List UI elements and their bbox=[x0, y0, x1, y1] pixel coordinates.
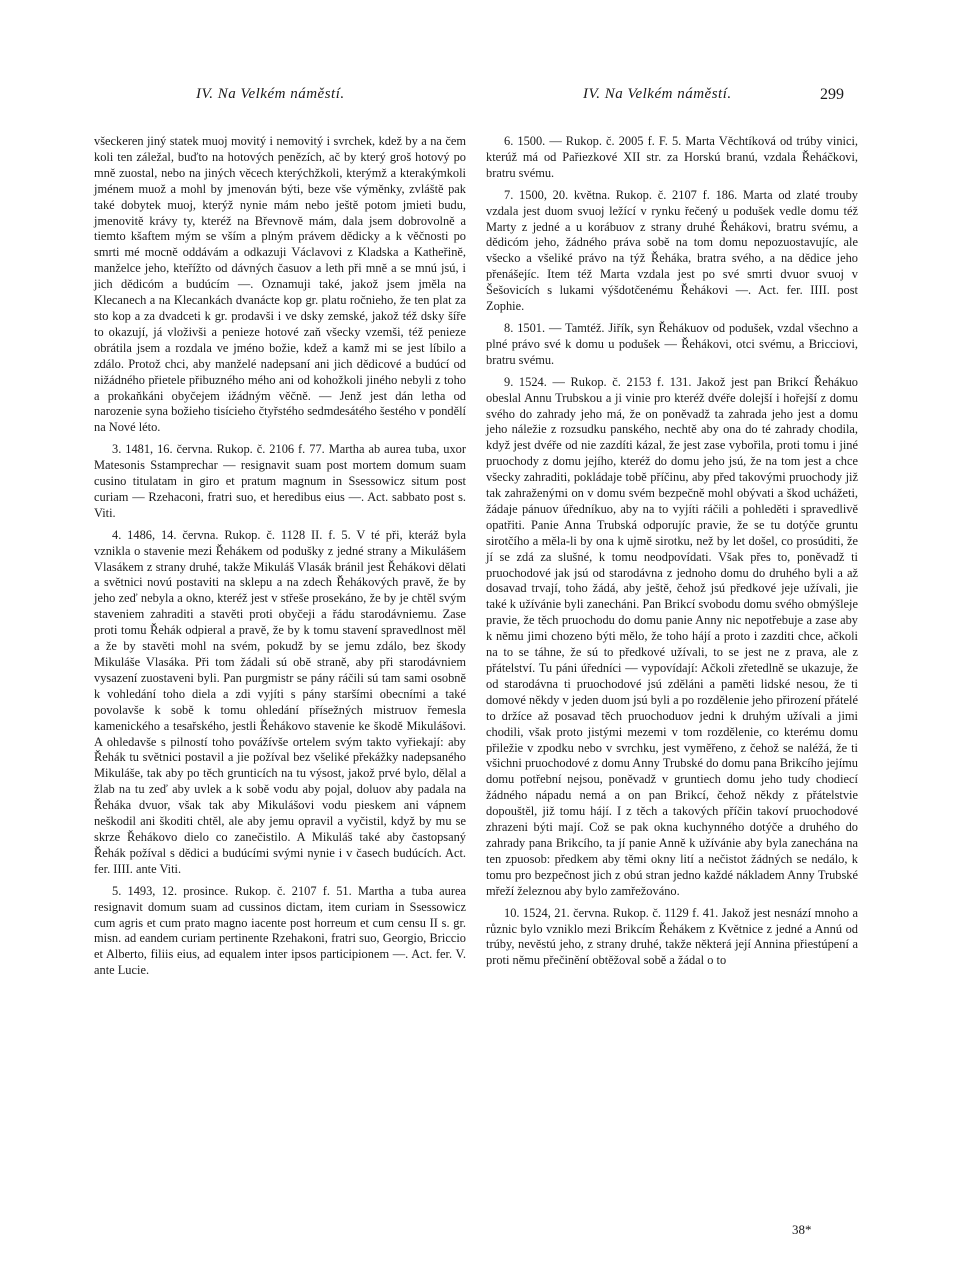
paragraph-continuation: všeckeren jiný statek muoj movitý i nemovitý i svrchek, kdež by a na čem koli ten záležal, buďto na hotových penězích, ač by který groš hotový po mně zuostal, nebo na jiných věcech kterýchžkoli, kterýmž a kterakýmkoli jménem muož a mohl by jmenován býti, beze vše výměnky, zvláště pak také dobytek muoj, kterýž nynie mám nebo ještě potom jmieti budu, jmenovitě krávy ty, kteréž na Břevnově mám, dala jsem dobrovolně a tiemto kšaftem mým se vším a plným právem dědicky a k věčnosti po smrti mé mocně oddávám a odkazuji Václavovi z Kladska a Katheřině, manželce jeho, kteřížto od dávných časuov a leth při mně a se mnú jsú, i jich dědicóm a budúcím —. Oznamuji také, jakož jsem jměla na Klecanech a na Klecankách dvanácte kop gr. platu ročnieho, že ten plat za sto kop a za dvadceti k gr. prodavši i ve dsky zemské, jakož též dsky šíře to okazují, já vloživši a penieze hotové zaň všecky vzemši, též penieze obrátila jsem a rozdala ve jméno božie, kdež a kamž mi se jest líbilo a zdálo. Protož chci, aby manželé nadepsaní ani jich dědicové a budúcí od nižádného přietele přibuzného mého ani od kohožkoli jiného nebyli z toho a prokaňkáni obyčejem ižádným věčně. — Jenž jest dán letha od narozenie syna božieho tisícieho čtyřstého sedmdesátého šestého v pondělí na Nové léto. bbox=[94, 134, 466, 435]
entry-6: 6. 1500. — Rukop. č. 2005 f. F. 5. Marta Věchtíková od trúby vinici, kterúž má od Pařiezkové XII str. za Horskú branú, vzdala Řeháčkovi, bratru svému. bbox=[486, 134, 858, 180]
entry-9: 9. 1524. — Rukop. č. 2153 f. 131. Jakož jest pan Brikcí Řehákuo obeslal Annu Trubskou a ji vinie pro kteréž dvéře dolejší i hořejší z domu svého do zahrady jeho má, že on poněvadž ta zahrada jeho jest a domu jeho náležie z rozsudku panského, nechtě aby ona do té zahrady chodila, když jest dvéře od nie zazdíti kázal, že jest zase vybořila, proti tomu i jiné pruochody z domu jejího, kteréž do domu jeho jsú, že na tom jest a chce všecky zahraditi, pokládaje tobě příčinu, aby před takovými pruochody již tak zahraženými on v domu svém bezpečně mohl obývati a škod uchážeti, žádaje pánuov úředníkuo, aby na to vyjíti ráčili a pohleděti i spravedlivě opatřiti. Panie Anna Trubská odporujíc pravie, že se tu dotýče gruntu sirotčího a měla-li by ona k ujmě sirotku, než by let došel, co prosúditi, že jí se zdá za slušné, k tomu neodpovídati. Však přes to, poněvadž ti pruochodové jak jsú od starodávna z jednoho domu do druhého byli a až dosavad trvají, toho žádá, aby ještě, čehož jsú předkové jeje užívali, jie také k užívánie byli zanecháni. Pan Brikcí svobodu domu svého obmýšleje pravie, že těch pruochodu do domu panie Anny nic nepotřebuje a zase aby k němu jimi chozeno býti mělo, že toho hájí a proto i zazditi chce, ačkoli na to se táhne, že sú to předkové užívali, to se jest ne z prava, ale z přátelství. Tu páni úředníci — vypovídají: Ačkoli zřetedlně se ukazuje, že od starodávna ti pruochodové jsú zděláni a paměti lidské nesou, že ti domové někdy v jeden duom jsú byli a po rozdělenie jeho přirození přátelé to držíce až posavad těch pruochoduov jedni k druhým užívali a jimi chodili, však proto jistými mezemi v tom rozdělenie, co kterému domu přiležie v zpodku nebo v svrchku, jest vyměřeno, z čehož se naléžá, že ti všichni pruochodové z domu Anny Trubské do domu pana Brikcího jejímu domu potřební nejsou, poněvadž v gruntiech domu jeho tudy chodiecí žádného nápadu nemá a on pan Brikcí, čehož někdy z přátelstvie dopouštěl, již tomu hájí. I z těch a takových příčin takoví pruochodové zhrazeni býti mají. Což se pak okna kuchynného dotýče a druhého do zahrady pana Brikcího, ta jí panie Anně k užívánie aby byla zanechána na ten zpuosob: předkem aby těmi okny lití a nečistot žádných se nedálo, k tomu pro bezpečnost jich z obú stran jedno každé nákladem Anny Trubské mřeží železnou aby bylo zamřežováno. bbox=[486, 374, 858, 898]
running-title-right: IV. Na Velkém náměstí. bbox=[583, 86, 732, 102]
signature-mark: 38* bbox=[792, 1222, 812, 1237]
left-column bbox=[94, 134, 466, 985]
running-header bbox=[0, 86, 960, 110]
entry-10: 10. 1524, 21. června. Rukop. č. 1129 f. 41. Jakož jest nesnází mnoho a různic bylo vzniklo mezi Brikcím Řehákem z Květnice z jedné a Annú od trúby, nevěstú jeho, z strany druhé, takže některá její Annina přiestúpení a proti němu přečinění obtěžoval sobě a žádal o to bbox=[486, 905, 858, 968]
entry-7: 7. 1500, 20. května. Rukop. č. 2107 f. 186. Marta od zlaté trouby vzdala jest duom svuoj ležící v rynku řečený u podušek vedle domu též Marty z jedné a u korábuov z strany druhé Řehákovi, bratru svému, a dědicóm jeho, žádného práva sobě na tom domu nepozuostavujíc, ale všecko a všeliké právo na týž Řeháka, bratra svého, a na dědice jeho přenášejíc. Item též Marta vzdala jest po své smrti dvuor svuoj v Šešovicích s lukami výšdotčenému Řehákovi —. Act. fer. IIII. post Zophie. bbox=[486, 187, 858, 314]
page-number: 299 bbox=[820, 86, 844, 103]
entry-5: 5. 1493, 12. prosince. Rukop. č. 2107 f. 51. Martha a tuba aurea resignavit domum suam ad cussinos dictam, item curiam in Ssessowicz cum agris et cum prato magno iacente post horreum et cum censu II s. gr. misn. ad eandem curiam pertinente Rzehakoni, fratri suo, Georgio, Briccio et Alberto, filiis eius, ad equalem inter ipsos participionem —. Act. fer. V. ante Lucie. bbox=[94, 883, 466, 978]
entry-4: 4. 1486, 14. června. Rukop. č. 1128 II. f. 5. V té při, kteráž byla vznikla o stavenie mezi Řehákem od podušky z jedné strany a Mikulášem Vlasákem z strany druhé, takže Mikuláš Vlasák bránil jest Řehákovi dělati a světnici novú postaviti na sklepu a na zdech Řehákových pravě, že by jeho zeď nebyla a okno, kteréž jest v střeše prosekáno, že by je chtěl svým staveniem zahraditi a stavěti proti obyčeji a řádu starodávniemu. Zase proti tomu Řehák odpieral a pravě, že by k tomu stavení spravedlnost měl a že by stavěti mohl na svém, pokudž by se jemu zdálo, bez škody Mikuláše Vlasáka. Při tom žádali sú obě straně, aby při starodávniem vysazení zuostaveni byli. Pan purgmistr se pány ráčili sú tam sami osobně k vohledání toho diela a zdi vyjíti s pány staršími obecními a také povolavše k sobě k tomu ohledání přísežných mistruov řemesla kamenického a tesařského, jestli Řehákovo stavenie ke škodě Mikulášovi. A ohledavše s pilností toho povážívše ortelem svým takto vyřiekají: aby Řehák tu světnici postavil a jie požíval bez všeliké překážky nadepsaného Mikuláše, tak aby po těch grunticích na tu výsost, jakož prvé bylo, dělal a žlab na tu zeď aby uvlek a k sobě vodu aby pojal, doluov aby padala na Řeháka dvuor, však tak aby Mikulášovi vodu pieskem ani vápnem neškodil ani škoditi chtěl, ale aby jemu opravil a vyčistil, když by mu se skrze Řehákovo dielo co zanečistilo. A Mikuláš také aby častopsaný Řehák požíval s dědici a budúcími svými nynie i v časech budúcích. Act. fer. IIII. ante Viti. bbox=[94, 527, 466, 876]
running-title-left: IV. Na Velkém náměstí. bbox=[196, 86, 345, 102]
entry-8: 8. 1501. — Tamtéž. Jiřík, syn Řehákuov od podušek, vzdal všechno a plné právo své k domu u podušek — Řehákovi, otci svému, a Bricciovi, bratru svému. bbox=[486, 320, 858, 367]
entry-3: 3. 1481, 16. června. Rukop. č. 2106 f. 77. Martha ab aurea tuba, uxor Matesonis Sstamprechar — resignavit suam post mortem domum suam cusino titulatam in giro et pratum magnum in Ssessowicz situm post curiam — Rzehaconi, fratri suo, et heredibus eius —. Act. sabbato post s. Viti. bbox=[94, 442, 466, 520]
right-column bbox=[486, 134, 858, 975]
